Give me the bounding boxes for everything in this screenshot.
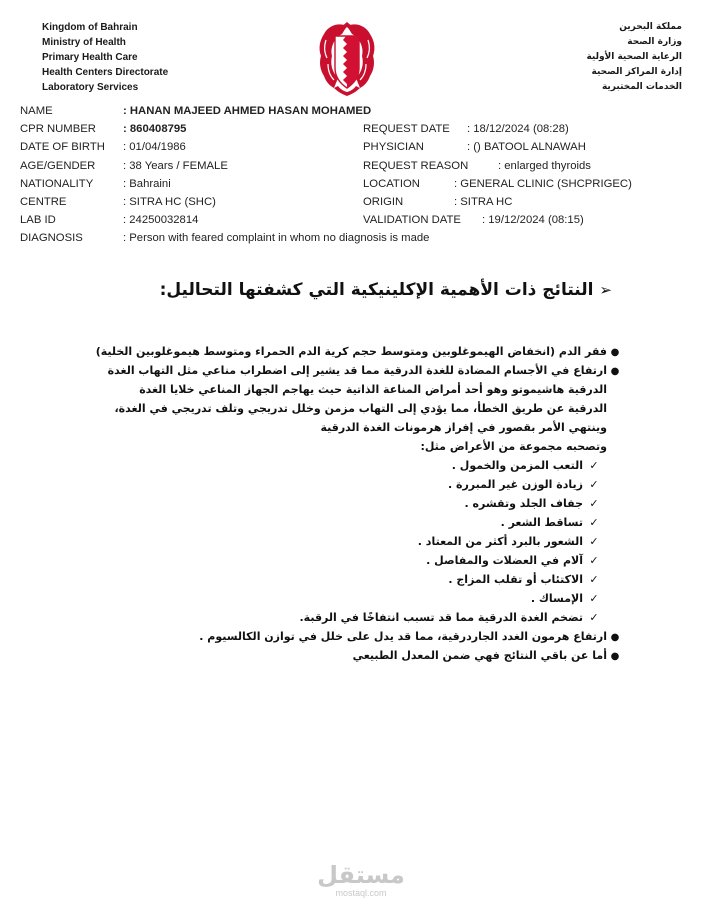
labid-value: : 24250032814 — [123, 214, 199, 227]
findings-heading — [160, 280, 612, 300]
nationality-label: NATIONALITY — [20, 177, 94, 190]
centre-value: : SITRA HC (SHC) — [123, 195, 216, 208]
physician-label: PHYSICIAN — [363, 141, 424, 154]
finding-normal-text: أما عن باقي النتائج فهي ضمن المعدل الطبيعي — [352, 649, 607, 662]
checkmark-icon: ✓ — [589, 516, 599, 529]
finding-anemia-text: فقر الدم (انخفاض الهيموغلوبين ومتوسط حجم كرية الدم الحمراء ومتوسط هيموغلوبين الخلية) — [95, 345, 607, 358]
symptom-item — [103, 475, 623, 494]
symptom-text: التعب المزمن والخمول . — [451, 459, 583, 472]
cpr-label: CPR NUMBER — [20, 123, 96, 136]
arrow-bullet-icon: ➢ — [599, 281, 612, 299]
request-date-label: REQUEST DATE — [363, 123, 450, 136]
age-value: : 38 Years / FEMALE — [123, 159, 228, 172]
physician-value: : () BATOOL ALNAWAH — [467, 141, 586, 154]
bullet-dot-icon: ● — [610, 632, 620, 643]
header-en-line: Health Centers Directorate — [42, 67, 169, 78]
info-row-labid — [20, 211, 710, 229]
header-ar-line: وزارة الصحة — [627, 37, 682, 47]
header-en-line: Laboratory Services — [42, 82, 139, 93]
reason-label: REQUEST REASON — [363, 159, 469, 172]
finding-continuation: الدرقية هاشيموتو وهو أحد أمراض المناعة الذاتية حيث يهاجم الجهاز المناعي خلايا الغدة — [139, 383, 607, 396]
origin-value: : SITRA HC — [454, 195, 513, 208]
checkmark-icon: ✓ — [589, 573, 599, 586]
finding-item — [103, 627, 623, 646]
origin-label: ORIGIN — [363, 195, 404, 208]
checkmark-icon: ✓ — [589, 535, 599, 548]
finding-item — [103, 646, 623, 665]
finding-thyroid-text: ارتفاع في الأجسام المضادة للغدة الدرقية مما قد يشير إلى اضطراب مناعي مثل التهاب الغدة — [107, 364, 607, 377]
header-ar-line: الرعاية الصحية الأولية — [586, 52, 682, 62]
name-label: NAME — [20, 105, 53, 117]
cpr-value: : 860408795 — [123, 123, 187, 136]
symptom-item — [103, 551, 623, 570]
watermark-url: mostaql.com — [335, 888, 387, 898]
diagnosis-value: : Person with feared complaint in whom no diagnosis is made — [123, 232, 430, 245]
checkmark-icon: ✓ — [589, 592, 599, 605]
finding-parathyroid-text: ارتفاع هرمون الغدد الجاردرقية، مما قد يدل على خلل في توازن الكالسيوم . — [199, 630, 607, 643]
symptom-item — [103, 570, 623, 589]
symptom-text: آلام في العضلات والمفاصل . — [426, 554, 583, 567]
symptom-text: زيادة الوزن غير المبررة . — [447, 478, 583, 491]
symptom-item — [103, 456, 623, 475]
symptom-text: الشعور بالبرد أكثر من المعتاد . — [417, 535, 583, 548]
info-row-nationality — [20, 175, 710, 193]
findings-body — [95, 342, 623, 665]
header-en-line: Kingdom of Bahrain — [42, 22, 138, 33]
bullet-dot-icon: ● — [610, 347, 620, 358]
age-label: AGE/GENDER — [20, 159, 96, 172]
finding-continuation: وينتهي الأمر بقصور في إفراز هرمونات الغدة الدرقية — [320, 421, 607, 434]
watermark-logo-text: مستقل — [317, 861, 405, 889]
header-en-line: Primary Health Care — [42, 52, 138, 63]
dob-value: : 01/04/1986 — [123, 141, 186, 154]
header-en-line: Ministry of Health — [42, 37, 126, 48]
symptom-text: تساقط الشعر . — [500, 516, 583, 529]
nationality-value: : Bahraini — [123, 177, 171, 190]
location-value: : GENERAL CLINIC (SHCPRIGEC) — [454, 177, 632, 190]
info-row-centre — [20, 193, 710, 211]
symptom-text: الإمساك . — [530, 592, 583, 605]
symptom-item — [103, 608, 623, 627]
header-ar-line: إدارة المراكز الصحية — [591, 67, 682, 77]
dob-label: DATE OF BIRTH — [20, 141, 105, 154]
checkmark-icon: ✓ — [589, 497, 599, 510]
symptom-text: الاكتئاب أو تقلب المزاج . — [448, 573, 583, 586]
checkmark-icon: ✓ — [589, 459, 599, 472]
symptom-item — [103, 532, 623, 551]
finding-continuation: الدرقية عن طريق الخطأ، مما يؤدي إلى التهاب مزمن وخلل تدريجي وتلف تدريجي في الغدة، — [114, 402, 607, 415]
reason-value: : enlarged thyroids — [498, 159, 591, 172]
info-row-dob — [20, 138, 710, 156]
findings-heading-text: النتائج ذات الأهمية الإكلينيكية التي كشفتها التحاليل: — [159, 280, 594, 300]
finding-continuation: وتصحبه مجموعة من الأعراض مثل: — [420, 440, 607, 453]
bahrain-emblem-icon — [316, 20, 378, 98]
centre-label: CENTRE — [20, 195, 67, 208]
diagnosis-label: DIAGNOSIS — [20, 232, 83, 245]
patient-info — [20, 102, 710, 248]
symptom-text: جفاف الجلد وتقشره . — [464, 497, 583, 510]
symptom-item — [103, 513, 623, 532]
labid-label: LAB ID — [20, 214, 56, 227]
symptom-text: تضخم الغدة الدرقية مما قد تسبب انتفاخًا في الرقبة. — [299, 611, 583, 624]
info-row-name — [20, 102, 710, 120]
request-date-value: : 18/12/2024 (08:28) — [467, 123, 569, 136]
symptom-item — [103, 589, 623, 608]
bullet-dot-icon: ● — [610, 366, 620, 377]
header-arabic — [586, 20, 682, 95]
checkmark-icon: ✓ — [589, 611, 599, 624]
header-ar-line: الخدمات المختبرية — [601, 82, 682, 92]
checkmark-icon: ✓ — [589, 554, 599, 567]
validation-value: : 19/12/2024 (08:15) — [482, 214, 584, 227]
header-english — [42, 20, 168, 95]
header-ar-line: مملكة البحرين — [619, 22, 682, 32]
location-label: LOCATION — [363, 177, 420, 190]
info-row-age — [20, 157, 710, 175]
watermark — [315, 862, 407, 898]
checkmark-icon: ✓ — [589, 478, 599, 491]
bullet-dot-icon: ● — [610, 651, 620, 662]
symptom-item — [103, 494, 623, 513]
finding-item — [103, 361, 623, 380]
finding-item — [95, 342, 623, 361]
name-value: : HANAN MAJEED AHMED HASAN MOHAMED — [123, 105, 372, 117]
info-row-cpr — [20, 120, 710, 138]
info-row-diagnosis — [20, 229, 710, 247]
validation-label: VALIDATION DATE — [363, 214, 461, 227]
